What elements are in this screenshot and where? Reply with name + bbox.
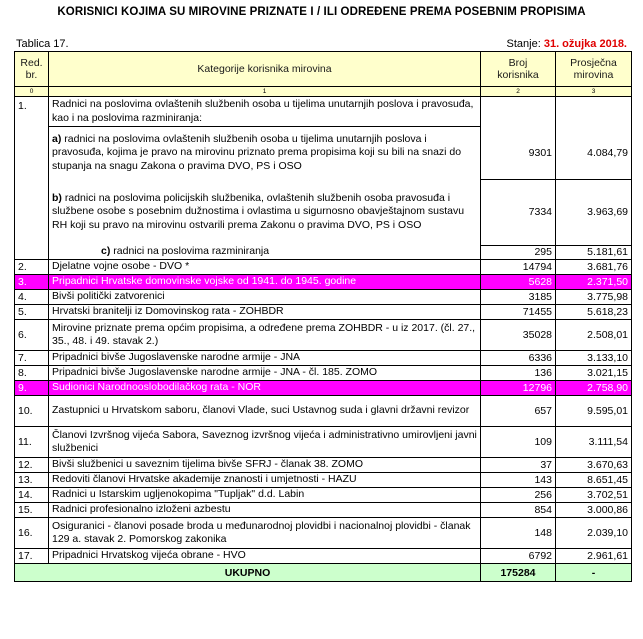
status-line [507,38,627,50]
row-1b-avg: 3.963,69 [556,179,632,245]
row-avg: 3.681,76 [556,260,632,275]
row-1a-text: a) radnici na poslovima ovlaštenih službenih osoba u tijelima unutarnjih poslova i pravosuđa, kojima je pravo na mirovinu priznato prema propisima koji su bili na snazi do stupanja na snagu Zakona o pravima DVO, PS i OSO [49,127,481,180]
row-count: 37 [481,458,556,473]
row-avg: 3.021,15 [556,366,632,381]
row-number: 10. [15,396,49,427]
table-header-row [15,52,632,87]
row-number: 4. [15,290,49,305]
row-category: Radnici profesionalno izloženi azbestu [49,503,481,518]
row-category: Osiguranici - članovi posade broda u međunarodnoj plovidbi i nacionalnoj plovidbi - članak 129 a. stavak 2. Pomorskog zakonika [49,518,481,549]
status-prefix: Stanje: [506,38,541,50]
table-row [15,260,632,275]
col-number-3: 3 [556,87,632,97]
row-count: 256 [481,488,556,503]
row-1a-avg: 4.084,79 [556,127,632,180]
row-count: 5628 [481,275,556,290]
col-number-1: 1 [49,87,481,97]
row-avg: 9.595,01 [556,396,632,427]
row-category: Pripadnici Hrvatske domovinske vojske od 1941. do 1945. godine [49,275,481,290]
row-category: Pripadnici bivše Jugoslavenske narodne armije - JNA - čl. 185. ZOMO [49,366,481,381]
total-avg: - [556,564,632,582]
table-label: Tablica 17. [16,38,69,50]
row-count: 3185 [481,290,556,305]
status-date: 31. ožujka 2018. [543,38,627,50]
row-avg: 3.000,86 [556,503,632,518]
table-row [15,305,632,320]
row-number: 1. [15,97,49,260]
row-1-intro: Radnici na poslovima ovlaštenih službenih osoba u tijelima unutarnjih poslova i pravosuđa, kao i na poslovima razminiranja: [49,97,481,127]
col-number-0: 0 [15,87,49,97]
row-number: 17. [15,549,49,564]
row-count: 136 [481,366,556,381]
row-category: Pripadnici Hrvatskog vijeća obrane - HVO [49,549,481,564]
row-number: 3. [15,275,49,290]
total-label: UKUPNO [15,564,481,582]
table-row [15,275,632,290]
row-1c-count: 295 [481,245,556,260]
row-category: Sudionici Narodnooslobodilačkog rata - NOR [49,381,481,396]
row-avg: 2.961,61 [556,549,632,564]
row-category: Članovi Izvršnog vijeća Sabora, Saveznog izvršnog vijeća i administrativno umirovljeni javni službenici [49,427,481,458]
row-number: 6. [15,320,49,351]
row-1c-text: c) radnici na poslovima razminiranja [49,245,481,260]
row-count: 71455 [481,305,556,320]
header-category: Kategorije korisnika mirovina [49,52,481,87]
table-row [15,351,632,366]
table-row [15,290,632,305]
row-1b-count: 7334 [481,179,556,245]
row-count: 6792 [481,549,556,564]
row-number: 14. [15,488,49,503]
row-1b-text: b) radnici na poslovima policijskih službenika, ovlaštenih službenih osoba pravosuđa i službene osobe s posebnim dužnostima i ovlastima u sigurnosno obavještajnom sustavu RH koji su pravo na mirovinu ostvarili prema Zakonu o pravima DVO, PS i OSO [49,179,481,245]
row-number: 9. [15,381,49,396]
row-count: 148 [481,518,556,549]
row-count: 143 [481,473,556,488]
row-avg: 2.371,50 [556,275,632,290]
row-category: Redoviti članovi Hrvatske akademije znanosti i umjetnosti - HAZU [49,473,481,488]
row-number: 5. [15,305,49,320]
row-avg: 3.111,54 [556,427,632,458]
row-avg: 3.702,51 [556,488,632,503]
header-rb: Red. br. [15,52,49,87]
table-row [15,488,632,503]
row-avg: 2.758,90 [556,381,632,396]
total-count: 175284 [481,564,556,582]
table-row-1c [15,245,632,260]
row-avg: 8.651,45 [556,473,632,488]
header-avg: Prosječna mirovina [556,52,632,87]
row-category: Bivši politički zatvorenici [49,290,481,305]
row-number: 15. [15,503,49,518]
table-row [15,427,632,458]
row-avg: 3.775,98 [556,290,632,305]
pension-table [14,51,632,582]
row-category: Pripadnici bivše Jugoslavenske narodne armije - JNA [49,351,481,366]
row-1c-avg: 5.181,61 [556,245,632,260]
column-number-row [15,87,632,97]
row-number: 7. [15,351,49,366]
row-category: Djelatne vojne osobe - DVO * [49,260,481,275]
row-avg: 5.618,23 [556,305,632,320]
col-number-2: 2 [481,87,556,97]
row-count: 6336 [481,351,556,366]
row-count: 12796 [481,381,556,396]
row-number: 2. [15,260,49,275]
row-category: Hrvatski branitelji iz Domovinskog rata - ZOHBDR [49,305,481,320]
row-count: 657 [481,396,556,427]
row-category: Radnici u Istarskim ugljenokopima "Tupljak" d.d. Labin [49,488,481,503]
table-row [15,473,632,488]
table-row [15,458,632,473]
row-avg: 3.670,63 [556,458,632,473]
table-row-1a [15,127,632,180]
table-row-1b [15,179,632,245]
row-number: 13. [15,473,49,488]
row-avg: 3.133,10 [556,351,632,366]
row-count: 35028 [481,320,556,351]
row-category: Bivši službenici u saveznim tijelima bivše SFRJ - članak 38. ZOMO [49,458,481,473]
row-number: 12. [15,458,49,473]
page-title: KORISNICI KOJIMA SU MIROVINE PRIZNATE I / ILI ODREĐENE PREMA POSEBNIM PROPISIMA [57,6,586,18]
table-row [15,381,632,396]
row-category: Mirovine priznate prema općim propisima, a određene prema ZOHBDR - u iz 2017. (čl. 27., 35., 48. i 49. stavak 2.) [49,320,481,351]
table-row [15,549,632,564]
row-count: 854 [481,503,556,518]
table-row [15,320,632,351]
table-row-1 [15,97,632,127]
table-row [15,366,632,381]
total-row [15,564,632,582]
row-1a-count: 9301 [481,127,556,180]
row-number: 8. [15,366,49,381]
row-number: 16. [15,518,49,549]
row-count: 109 [481,427,556,458]
row-category: Zastupnici u Hrvatskom saboru, članovi Vlade, suci Ustavnog suda i glavni državni revizor [49,396,481,427]
row-avg: 2.039,10 [556,518,632,549]
table-row [15,503,632,518]
table-row [15,396,632,427]
header-count: Broj korisnika [481,52,556,87]
table-row [15,518,632,549]
row-avg: 2.508,01 [556,320,632,351]
row-count: 14794 [481,260,556,275]
row-number: 11. [15,427,49,458]
